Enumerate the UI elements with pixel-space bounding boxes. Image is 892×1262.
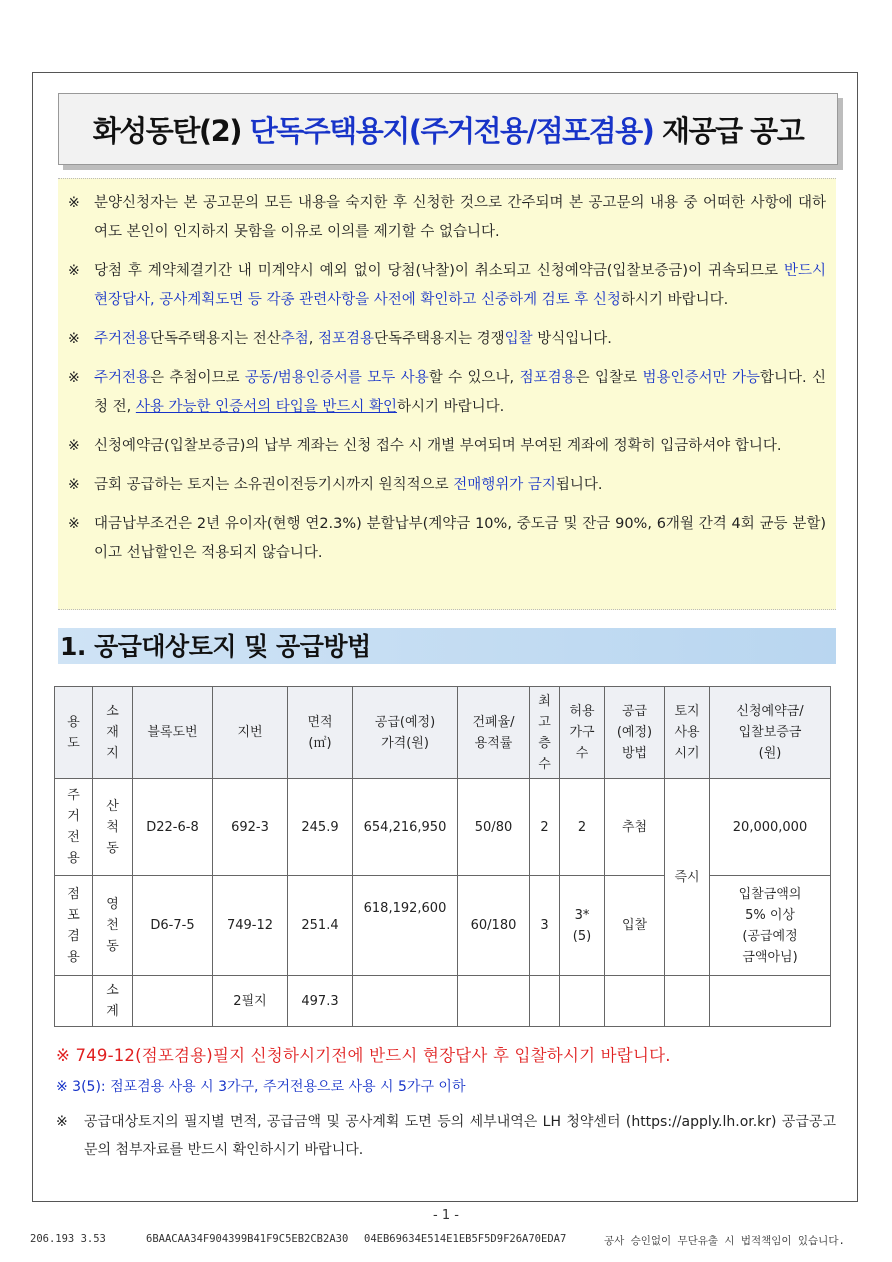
col-header-method: 공급 (예정) 방법 [605,687,665,779]
notice-item [68,364,826,422]
cell-empty [530,976,560,1027]
cell-area: 245.9 [288,779,353,876]
col-header-area: 면적 (㎡) [288,687,353,779]
cell-empty [55,976,93,1027]
notice-item [68,325,826,354]
note-mark: ※ [68,477,80,493]
notice-item [68,471,826,500]
bottom-warning: 공사 승인없이 무단유출 시 법적책임이 있습니다. [604,1235,845,1247]
col-header-households: 허용 가구 수 [560,687,605,779]
notice-item [68,510,826,568]
note-mark: ※ [56,1114,68,1130]
col-header-location: 소 재 지 [93,687,133,779]
section-title: 1. 공급대상토지 및 공급방법 [58,628,836,664]
cell-lot: 692-3 [213,779,288,876]
title-part-notice: 재공급 공고 [662,113,804,148]
supply-table [54,686,831,1027]
col-header-ratio: 건폐율/ 용적률 [458,687,530,779]
cell-empty [458,976,530,1027]
col-header-price: 공급(예정) 가격(원) [353,687,458,779]
cell-method: 입찰 [605,876,665,976]
bottom-ip: 206.193 3.53 [30,1233,106,1245]
col-header-floors: 최 고 층 수 [530,687,560,779]
notice-item [68,189,826,247]
footnote-household-limit: ※ 3(5): 점포겸용 사용 시 3가구, 주거전용으로 사용 시 5가구 이하 [56,1079,466,1095]
cell-total-label: 소 계 [93,976,133,1027]
notice-text: 신청예약금(입찰보증금)의 납부 계좌는 신청 접수 시 개별 부여되며 부여된 계좌에 정확히 입금하셔야 합니다. [94,438,782,454]
cell-location: 영 천 동 [93,876,133,976]
cell-block: D22-6-8 [133,779,213,876]
title-part-location: 화성동탄(2) [92,113,242,148]
page-number: - 1 - [433,1208,459,1223]
note-mark: ※ [68,195,80,211]
table-row [55,779,831,876]
title-part-land-type: 단독주택용지(주거전용/점포겸용) [249,113,654,148]
col-header-deposit: 신청예약금/ 입찰보증금 (원) [710,687,831,779]
table-total-row [55,976,831,1027]
cell-empty [605,976,665,1027]
highlight-text: 반드시 현장답사, 공사계획도면 등 각종 관련사항을 사전에 확인하고 신중하게 검토 후 신청 [94,263,826,308]
cell-price: 654,216,950 [353,779,458,876]
col-header-use: 용 도 [55,687,93,779]
footnote-site-visit-warning: ※ 749-12(점포겸용)필지 신청하시기전에 반드시 현장답사 후 입찰하시기 바랍니다. [56,1046,671,1065]
cell-ratio: 60/180 [458,876,530,976]
cell-deposit: 20,000,000 [710,779,831,876]
cell-block: D6-7-5 [133,876,213,976]
cell-empty [133,976,213,1027]
table-row [55,876,831,976]
cell-use: 주 거 전 용 [55,779,93,876]
table-header-row [55,687,831,779]
cell-land-use-time: 즉시 [665,779,710,976]
cell-empty [710,976,831,1027]
note-mark: ※ [68,516,80,532]
note-mark: ※ [68,263,80,279]
cell-method: 추첨 [605,779,665,876]
notice-text: 주거전용단독주택용지는 전산추첨, 점포겸용단독주택용지는 경쟁입찰 방식입니다. [94,331,612,347]
notice-text: 당첨 후 계약체결기간 내 미계약시 예외 없이 당첨(낙찰)이 취소되고 신청예약금(입찰보증금)이 귀속되므로 반드시 현장답사, 공사계획도면 등 각종 관련사항을 사전에 확인하고 신중하게 검토 후 신청하시기 바랍니다. [94,263,826,308]
cell-area: 251.4 [288,876,353,976]
notice-text: 대금납부조건은 2년 유이자(현행 연2.3%) 분할납부(계약금 10%, 중도금 및 잔금 90%, 6개월 간격 4회 균등 분할)이고 선납할인은 적용되지 않습니다. [94,516,826,561]
footnote-details [56,1108,836,1164]
cell-empty [560,976,605,1027]
cell-use: 점 포 겸 용 [55,876,93,976]
notice-box [58,178,836,610]
col-header-land-use: 토지 사용 시기 [665,687,710,779]
notice-text: 분양신청자는 본 공고문의 모든 내용을 숙지한 후 신청한 것으로 간주되며 본 공고문의 내용 중 어떠한 사항에 대하여도 본인이 인지하지 못함을 이유로 이의를 제기할 수 없습니다. [94,195,826,240]
cell-empty [665,976,710,1027]
notice-item [68,257,826,315]
notice-text: 금회 공급하는 토지는 소유권이전등기시까지 원칙적으로 전매행위가 금지됩니다. [94,477,603,493]
cell-floors: 3 [530,876,560,976]
notice-text: 주거전용은 추첨이므로 공동/범용인증서를 모두 사용할 수 있으나, 점포겸용은 입찰로 범용인증서만 가능합니다. 신청 전, 사용 가능한 인증서의 타입을 반드시 확인하시기 바랍니다. [94,370,827,415]
col-header-lot: 지번 [213,687,288,779]
col-header-block: 블록도번 [133,687,213,779]
cell-households: 3* (5) [560,876,605,976]
cell-floors: 2 [530,779,560,876]
cell-empty [353,976,458,1027]
cell-deposit: 입찰금액의 5% 이상 (공급예정 금액아님) [710,876,831,976]
bottom-hash-1: 6BAACAA34F904399B41F9C5EB2CB2A30 [146,1233,349,1245]
cell-households: 2 [560,779,605,876]
note-mark: ※ [68,438,80,454]
bottom-hash-2: 04EB69634E514E1EB5F5D9F26A70EDA7 [364,1233,567,1245]
footnote-details-text: 공급대상토지의 필지별 면적, 공급금액 및 공사계획 도면 등의 세부내역은 LH 청약센터 (https://apply.lh.or.kr) 공급공고문의 첨부자료를 반드시 확인하시기 바랍니다. [84,1114,836,1158]
notice-item [68,432,826,461]
underlined-text: 사용 가능한 인증서의 타입을 반드시 확인 [135,399,398,415]
cell-lot: 749-12 [213,876,288,976]
note-mark: ※ [68,370,80,386]
note-mark: ※ [68,331,80,347]
cell-ratio: 50/80 [458,779,530,876]
cell-location: 산 척 동 [93,779,133,876]
cell-price: 618,192,600 [353,876,458,976]
cell-total-area: 497.3 [288,976,353,1027]
cell-total-lot: 2필지 [213,976,288,1027]
page-title [58,93,838,165]
